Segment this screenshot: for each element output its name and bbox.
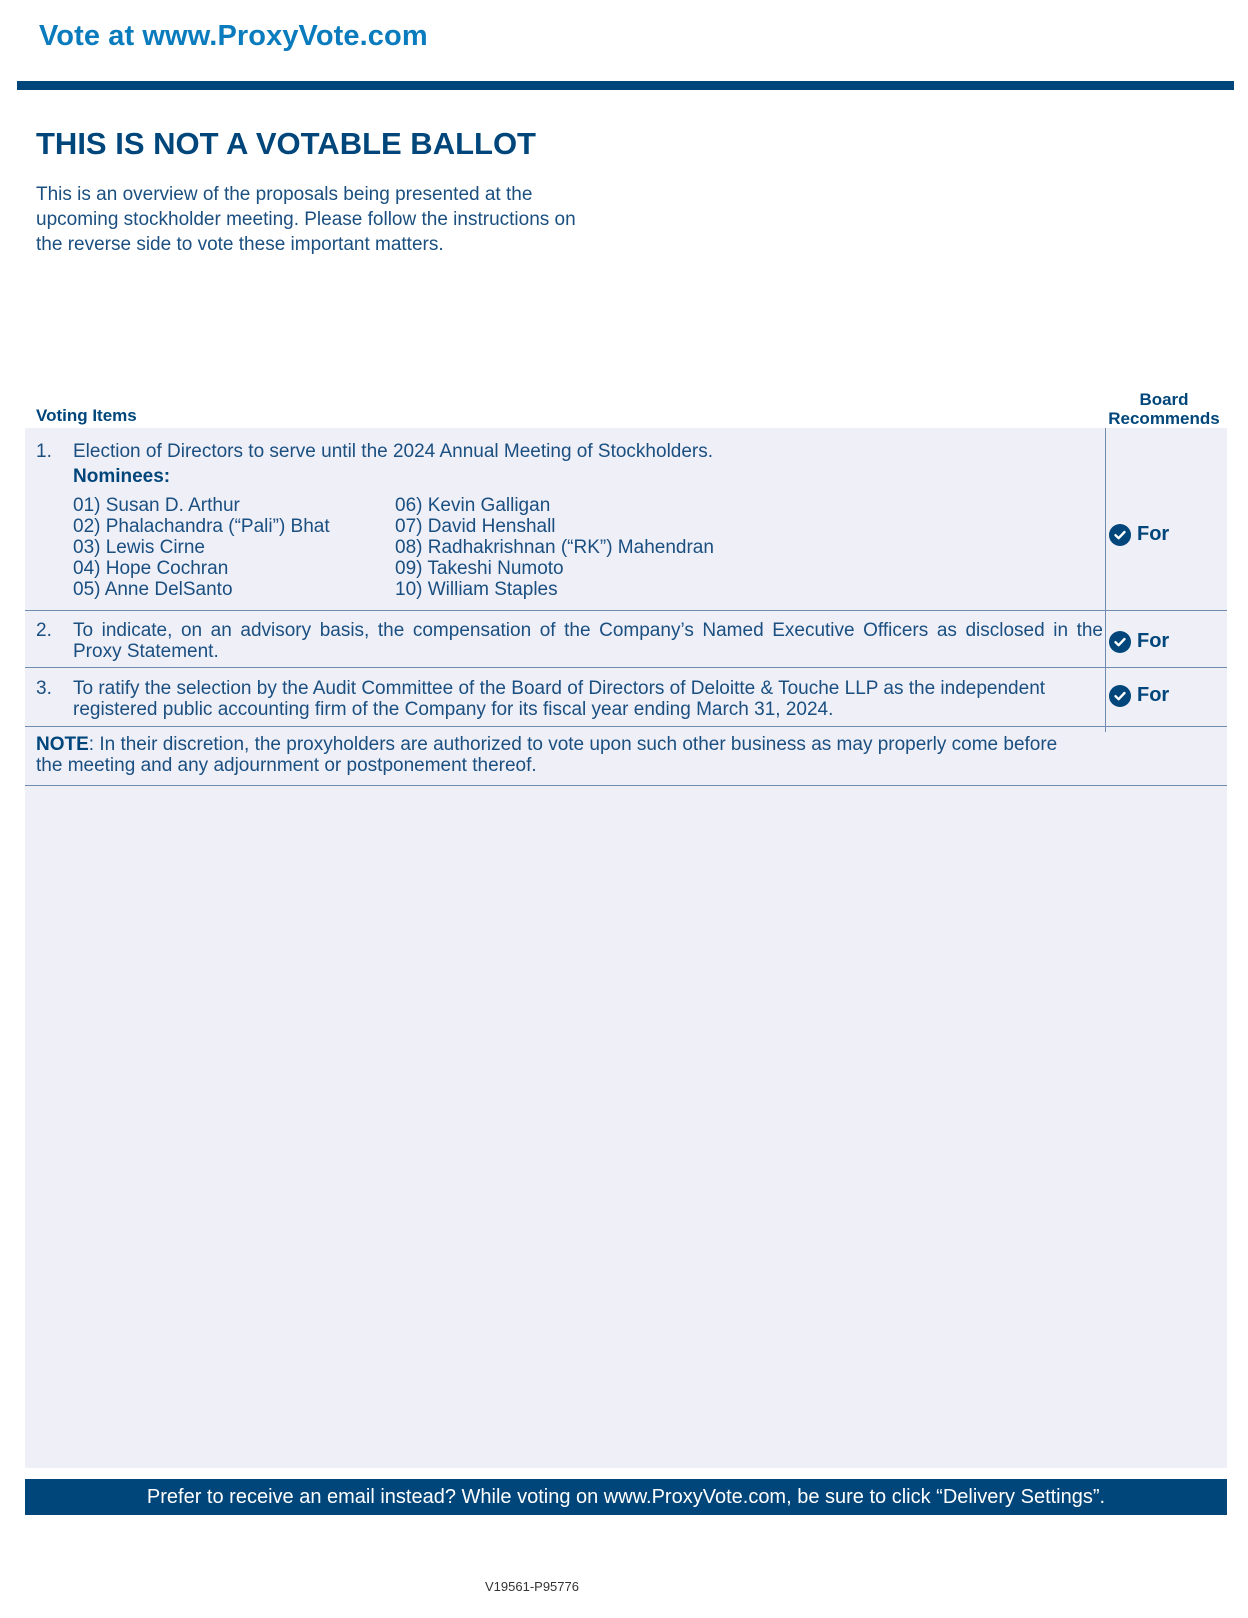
check-circle-icon <box>1109 685 1131 707</box>
item-text-line: To indicate, on an advisory basis, the compensation of the Company’s Named Executive Officers as disclosed in the <box>73 620 1103 641</box>
document-id: V19561-P95776 <box>485 1579 579 1594</box>
column-divider <box>1105 428 1106 732</box>
item-number: 3. <box>36 678 52 699</box>
recommendation-label: For <box>1137 684 1170 706</box>
banner-text: Prefer to receive an email instead? While voting on www.ProxyVote.com, be sure to click “Delivery Settings”. <box>146 1485 1106 1508</box>
board-header-line: Recommends <box>1108 409 1220 428</box>
nominees-column-left <box>73 495 330 600</box>
intro-paragraph <box>36 182 636 257</box>
item-text-line: Proxy Statement. <box>73 641 219 662</box>
nominee: 07) David Henshall <box>395 516 556 537</box>
recommendation-for <box>1109 523 1169 546</box>
recommendation-label: For <box>1137 630 1170 652</box>
intro-line: upcoming stockholder meeting. Please follow the instructions on <box>36 209 576 230</box>
nominee: 05) Anne DelSanto <box>73 579 233 600</box>
row-divider <box>25 726 1227 727</box>
item-number: 2. <box>36 620 52 641</box>
voting-items-header: Voting Items <box>36 406 137 425</box>
note-label: NOTE <box>36 734 89 755</box>
item-text-line: registered public accounting firm of the Company for its fiscal year ending March 31, 2024. <box>73 699 834 720</box>
board-recommends-header <box>1104 390 1224 428</box>
board-header-line: Board <box>1139 390 1189 409</box>
recommendation-label: For <box>1137 523 1170 545</box>
row-divider <box>25 667 1227 668</box>
nominee: 10) William Staples <box>395 579 558 600</box>
page-title: THIS IS NOT A VOTABLE BALLOT <box>36 126 536 161</box>
nominee: 08) Radhakrishnan (“RK”) Mahendran <box>395 537 714 558</box>
item-text: Election of Directors to serve until the 2024 Annual Meeting of Stockholders. <box>73 441 714 462</box>
check-circle-icon <box>1109 524 1131 546</box>
nominee: 06) Kevin Galligan <box>395 495 551 516</box>
check-circle-icon <box>1109 631 1131 653</box>
row-divider <box>25 610 1227 611</box>
note-text: : In their discretion, the proxyholders are authorized to vote upon such other business as may properly come before <box>88 734 1058 755</box>
item-number: 1. <box>36 441 52 462</box>
nominee: 04) Hope Cochran <box>73 558 229 579</box>
email-delivery-banner <box>25 1479 1227 1515</box>
item-text-line: To ratify the selection by the Audit Committee of the Board of Directors of Deloitte & Touche LLP as the independent <box>73 678 1046 699</box>
row-divider <box>25 785 1227 786</box>
nominees-column-right <box>395 495 714 600</box>
intro-line: the reverse side to vote these important matters. <box>36 234 444 255</box>
recommendation-for <box>1109 630 1169 653</box>
vote-url-heading: Vote at www.ProxyVote.com <box>39 20 428 52</box>
note-text: the meeting and any adjournment or postponement thereof. <box>36 755 537 776</box>
recommendation-for <box>1109 684 1169 707</box>
nominee: 02) Phalachandra (“Pali”) Bhat <box>73 516 330 537</box>
nominees-label: Nominees: <box>73 466 171 487</box>
note-paragraph <box>36 734 1116 776</box>
intro-line: This is an overview of the proposals being presented at the <box>36 184 533 205</box>
nominee: 03) Lewis Cirne <box>73 537 205 558</box>
nominee: 09) Takeshi Numoto <box>395 558 564 579</box>
nominee: 01) Susan D. Arthur <box>73 495 240 516</box>
top-divider <box>17 81 1234 90</box>
